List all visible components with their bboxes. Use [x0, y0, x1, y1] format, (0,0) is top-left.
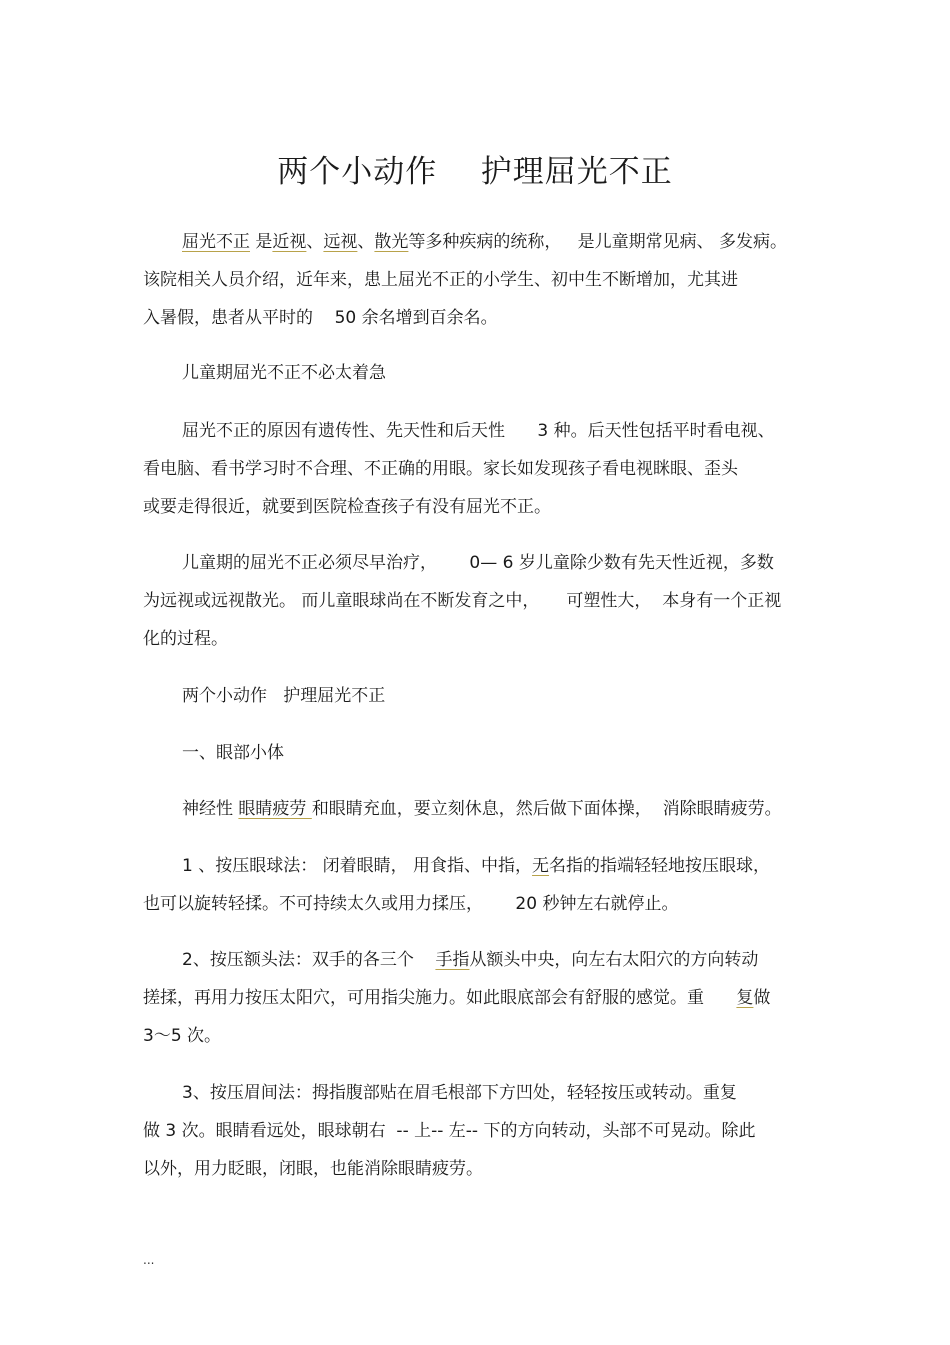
paragraph-5-line-1: [182, 853, 770, 879]
text: 和眼睛充血，要立刻休息，然后做下面体操， 消除眼睛疲劳。: [311, 799, 782, 819]
link-astigmatism[interactable]: 散光: [374, 232, 409, 252]
paragraph-1-line-1: [182, 229, 787, 255]
text: 等多种疾病的统称， 是儿童期常见病、 多发病。: [408, 232, 788, 252]
paragraph-2-line-3: 或要走得很近，就要到医院检查孩子有没有屈光不正。: [143, 497, 551, 517]
text: 2、按压额头法：双手的各三个: [182, 950, 436, 970]
text: 、: [357, 232, 375, 252]
section-heading-3: 一、眼部小体: [182, 743, 284, 763]
paragraph-4: [182, 796, 782, 822]
text: 、: [306, 232, 324, 252]
link-refractive-error[interactable]: 屈光不正: [182, 232, 250, 252]
paragraph-6-line-3: 3～5 次。: [143, 1026, 222, 1046]
document-title: 两个小动作 护理屈光不正: [277, 154, 673, 190]
paragraph-5-line-2: 也可以旋转轻揉。不可持续太久或用力揉压， 20 秒钟左右就停止。: [143, 894, 679, 914]
paragraph-1-line-3: 入暑假，患者从平时的 50 余名增到百余名。: [143, 308, 498, 328]
paragraph-3-line-2: 为远视或远视散光。 而儿童眼球尚在不断发育之中， 可塑性大， 本身有一个正视: [143, 591, 782, 611]
section-heading-2: 两个小动作 护理屈光不正: [182, 686, 386, 706]
paragraph-3-line-3: 化的过程。: [143, 629, 228, 649]
link-myopia[interactable]: 近视: [272, 232, 307, 252]
text: 神经性: [182, 799, 239, 819]
text: 名指的指端轻轻地按压眼球，: [549, 856, 771, 876]
link-finger[interactable]: 手指: [435, 950, 470, 970]
paragraph-6-line-2: [143, 985, 770, 1011]
link-eye-fatigue[interactable]: 眼睛疲劳: [238, 799, 312, 819]
paragraph-6-line-1: [182, 947, 758, 973]
paragraph-2-line-1: 屈光不正的原因有遗传性、先天性和后天性 3 种。后天性包括平时看电视、: [182, 421, 775, 441]
text: 1 、按压眼球法： 闭着眼睛， 用食指、中指，: [182, 856, 533, 876]
link-hyperopia[interactable]: 远视: [323, 232, 358, 252]
text: 从额头中央，向左右太阳穴的方向转动: [469, 950, 759, 970]
paragraph-3-line-1: 儿童期的屈光不正必须尽早治疗， 0— 6 岁儿童除少数有先天性近视，多数: [182, 553, 774, 573]
paragraph-7-line-3: 以外，用力眨眼，闭眼，也能消除眼睛疲劳。: [143, 1159, 483, 1179]
text: 做: [753, 988, 771, 1008]
page-footer-ellipsis: ...: [143, 1253, 155, 1267]
link-repeat[interactable]: 复: [736, 988, 754, 1008]
paragraph-2-line-2: 看电脑、看书学习时不合理、不正确的用眼。家长如发现孩子看电视眯眼、歪头: [143, 459, 738, 479]
link-ring-finger[interactable]: 无: [532, 856, 550, 876]
section-heading-1: 儿童期屈光不正不必太着急: [182, 363, 386, 383]
text: 是: [250, 232, 273, 252]
paragraph-1-line-2: 该院相关人员介绍，近年来，患上屈光不正的小学生、初中生不断增加，尤其进: [143, 270, 738, 290]
text: 搓揉，再用力按压太阳穴，可用指尖施力。如此眼底部会有舒服的感觉。重: [143, 988, 737, 1008]
paragraph-7-line-2: 做 3 次。眼睛看远处，眼球朝右 -- 上-- 左-- 下的方向转动，头部不可晃动。除此: [143, 1121, 756, 1141]
paragraph-7-line-1: 3、按压眉间法：拇指腹部贴在眉毛根部下方凹处，轻轻按压或转动。重复: [182, 1083, 737, 1103]
